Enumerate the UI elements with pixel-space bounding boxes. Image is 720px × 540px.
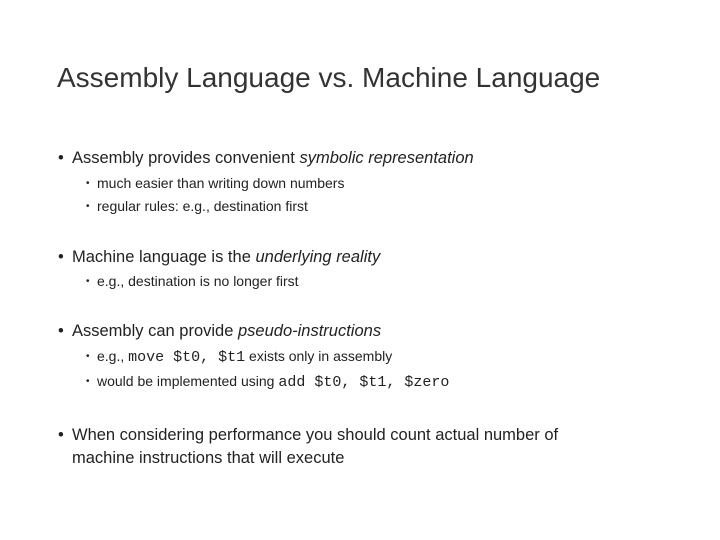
code-add-instruction: add $t0, $t1, $zero <box>278 374 450 391</box>
sub-bullet-regular-rules <box>86 196 308 217</box>
sub-bullet-dot: • <box>86 276 90 287</box>
bullet-text: Machine language is the <box>72 248 256 266</box>
bullet-performance-continuation: machine instructions that will execute <box>72 449 345 467</box>
bullet-dot: • <box>58 426 64 444</box>
slide-title: Assembly Language vs. Machine Language <box>57 62 601 93</box>
bullet-text: Assembly can provide <box>72 322 238 340</box>
code-move-instruction: move $t0, $t1 <box>128 349 246 366</box>
bullet-pseudo-instructions <box>58 320 381 342</box>
sub-bullet-text: much easier than writing down numbers <box>97 175 345 191</box>
sub-bullet-dot: • <box>86 178 90 189</box>
bullet-dot: • <box>58 322 64 340</box>
sub-bullet-dot: • <box>86 376 90 387</box>
sub-bullet-dot: • <box>86 201 90 212</box>
sub-bullet-add-implementation <box>86 371 449 393</box>
bullet-text: Assembly provides convenient <box>72 149 300 167</box>
bullet-emphasis: symbolic representation <box>299 149 474 167</box>
sub-bullet-easier-than-numbers <box>86 173 344 194</box>
sub-bullet-text: e.g., <box>97 348 129 364</box>
sub-bullet-text-tail: exists only in assembly <box>245 348 393 364</box>
bullet-underlying-reality <box>58 246 380 268</box>
sub-bullet-text: regular rules: e.g., destination first <box>97 198 308 214</box>
bullet-dot: • <box>58 149 64 167</box>
sub-bullet-destination-not-first <box>86 271 299 292</box>
bullet-dot: • <box>58 248 64 266</box>
bullet-symbolic-representation <box>58 147 474 169</box>
bullet-emphasis: underlying reality <box>255 248 381 266</box>
bullet-emphasis: pseudo-instructions <box>238 322 382 340</box>
bullet-text: When considering performance you should count actual number of <box>72 426 559 444</box>
sub-bullet-text: e.g., destination is no longer first <box>97 273 299 289</box>
sub-bullet-move-example <box>86 346 392 368</box>
sub-bullet-text: would be implemented using <box>97 373 279 389</box>
bullet-performance <box>58 424 558 446</box>
sub-bullet-dot: • <box>86 351 90 362</box>
